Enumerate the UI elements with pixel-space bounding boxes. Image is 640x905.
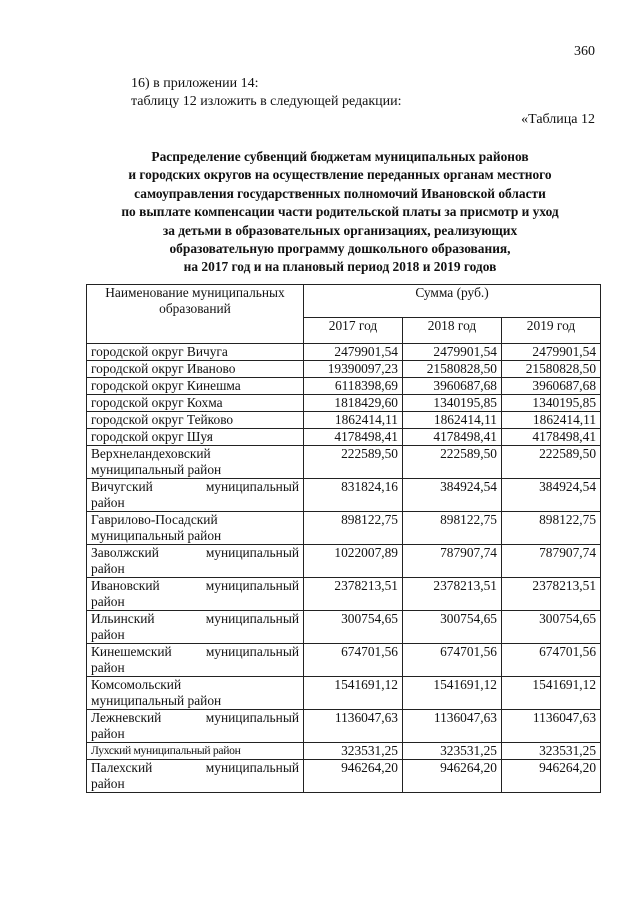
amount-2017: 674701,56 xyxy=(304,644,403,677)
heading-line: и городских округов на осуществление переданных органам местного xyxy=(128,167,552,183)
header-sum: Сумма (руб.) xyxy=(304,285,601,318)
table-row xyxy=(87,412,601,429)
name-line-1: Палехский муниципальный xyxy=(91,760,299,775)
table-row xyxy=(87,395,601,412)
amount-2019: 4178498,41 xyxy=(502,429,601,446)
municipality-name xyxy=(87,677,304,710)
amount-2019: 1541691,12 xyxy=(502,677,601,710)
name-line-2: муниципальный район xyxy=(91,693,222,708)
municipality-name xyxy=(87,545,304,578)
amount-2017: 1136047,63 xyxy=(304,710,403,743)
municipality-name xyxy=(87,611,304,644)
municipality-name: городской округ Вичуга xyxy=(87,344,304,361)
header-name-line-2: образований xyxy=(159,301,231,316)
heading-line: Распределение субвенций бюджетам муниципальных районов xyxy=(151,149,529,164)
table-row xyxy=(87,344,601,361)
municipality-name: городской округ Кохма xyxy=(87,395,304,412)
name-line-2: район xyxy=(91,776,125,791)
amount-2019: 898122,75 xyxy=(502,512,601,545)
amount-2018: 4178498,41 xyxy=(403,429,502,446)
municipality-name xyxy=(87,512,304,545)
table-row xyxy=(87,361,601,378)
name-line-1: Комсомольский xyxy=(91,677,182,692)
amount-2017: 898122,75 xyxy=(304,512,403,545)
amount-2017: 19390097,23 xyxy=(304,361,403,378)
name-line-2: район xyxy=(91,726,125,741)
name-line-1: Лежневский муниципальный xyxy=(91,710,299,725)
name-line-2: муниципальный район xyxy=(91,462,222,477)
table-row xyxy=(87,677,601,710)
page-number: 360 xyxy=(574,44,595,59)
amount-2017: 1022007,89 xyxy=(304,545,403,578)
amount-2018: 3960687,68 xyxy=(403,378,502,395)
amount-2019: 674701,56 xyxy=(502,644,601,677)
table-row xyxy=(87,710,601,743)
municipality-name xyxy=(87,644,304,677)
table-row xyxy=(87,578,601,611)
amount-2017: 222589,50 xyxy=(304,446,403,479)
amount-2018: 323531,25 xyxy=(403,743,502,760)
amount-2017: 2378213,51 xyxy=(304,578,403,611)
municipality-name: городской округ Тейково xyxy=(87,412,304,429)
table-row xyxy=(87,512,601,545)
amount-2019: 1862414,11 xyxy=(502,412,601,429)
amount-2019: 384924,54 xyxy=(502,479,601,512)
name-line-2: район xyxy=(91,561,125,576)
header-name-line-1: Наименование муниципальных xyxy=(105,285,285,300)
name-line-1: Заволжский муниципальный xyxy=(91,545,299,560)
amount-2019: 787907,74 xyxy=(502,545,601,578)
amount-2017: 946264,20 xyxy=(304,760,403,793)
table-row xyxy=(87,479,601,512)
municipality-name xyxy=(87,479,304,512)
municipality-name xyxy=(87,760,304,793)
header-year-2017: 2017 год xyxy=(304,317,403,343)
amount-2017: 831824,16 xyxy=(304,479,403,512)
name-line-1: Гаврилово-Посадский xyxy=(91,512,218,527)
amount-2017: 6118398,69 xyxy=(304,378,403,395)
header-year-2018: 2018 год xyxy=(403,317,502,343)
table-row xyxy=(87,644,601,677)
table-row xyxy=(87,446,601,479)
amount-2018: 1862414,11 xyxy=(403,412,502,429)
amount-2019: 300754,65 xyxy=(502,611,601,644)
heading-line: на 2017 год и на плановый период 2018 и 2019 годов xyxy=(183,259,497,275)
table-row xyxy=(87,743,601,760)
amount-2019: 1340195,85 xyxy=(502,395,601,412)
table-heading xyxy=(70,148,610,277)
name-line-1: Кинешемский муниципальный xyxy=(91,644,299,659)
amount-2017: 4178498,41 xyxy=(304,429,403,446)
name-line-2: район xyxy=(91,495,125,510)
amount-2019: 222589,50 xyxy=(502,446,601,479)
name-line-2: район xyxy=(91,660,125,675)
name-line-2: район xyxy=(91,627,125,642)
heading-line: образовательную программу дошкольного образования, xyxy=(169,241,511,257)
amount-2017: 1862414,11 xyxy=(304,412,403,429)
municipality-name: городской округ Иваново xyxy=(87,361,304,378)
municipality-name: городской округ Кинешма xyxy=(87,378,304,395)
municipality-name: Лухский муниципальный район xyxy=(87,743,304,760)
intro-line-1: 16) в приложении 14: xyxy=(131,76,259,91)
name-line-2: муниципальный район xyxy=(91,528,222,543)
amount-2019: 21580828,50 xyxy=(502,361,601,378)
amount-2019: 2378213,51 xyxy=(502,578,601,611)
municipality-name xyxy=(87,578,304,611)
amount-2018: 1136047,63 xyxy=(403,710,502,743)
name-line-1: Верхнеландеховский xyxy=(91,446,211,461)
table-row xyxy=(87,378,601,395)
amount-2019: 323531,25 xyxy=(502,743,601,760)
name-line-1: Ивановский муниципальный xyxy=(91,578,299,593)
table-row xyxy=(87,429,601,446)
municipality-name xyxy=(87,710,304,743)
name-line-1: Ильинский муниципальный xyxy=(91,611,299,626)
table-reference: «Таблица 12 xyxy=(521,112,595,127)
heading-line: за детьми в образовательных организациях, реализующих xyxy=(162,222,518,238)
amount-2018: 674701,56 xyxy=(403,644,502,677)
amount-2017: 323531,25 xyxy=(304,743,403,760)
name-line-1: Вичугский муниципальный xyxy=(91,479,299,494)
amount-2018: 300754,65 xyxy=(403,611,502,644)
amount-2018: 1541691,12 xyxy=(403,677,502,710)
table-row xyxy=(87,760,601,793)
amount-2018: 2479901,54 xyxy=(403,344,502,361)
amount-2018: 946264,20 xyxy=(403,760,502,793)
intro-line-2: таблицу 12 изложить в следующей редакции: xyxy=(131,94,402,109)
table-row xyxy=(87,545,601,578)
amount-2018: 898122,75 xyxy=(403,512,502,545)
header-municipality xyxy=(87,285,304,344)
amount-2017: 1818429,60 xyxy=(304,395,403,412)
amount-2017: 2479901,54 xyxy=(304,344,403,361)
amount-2018: 787907,74 xyxy=(403,545,502,578)
heading-line: самоуправления государственных полномочий Ивановской области xyxy=(134,185,546,201)
amount-2019: 2479901,54 xyxy=(502,344,601,361)
name-line-2: район xyxy=(91,594,125,609)
amount-2018: 21580828,50 xyxy=(403,361,502,378)
amount-2019: 3960687,68 xyxy=(502,378,601,395)
amount-2017: 300754,65 xyxy=(304,611,403,644)
amount-2017: 1541691,12 xyxy=(304,677,403,710)
municipality-name: городской округ Шуя xyxy=(87,429,304,446)
municipality-name xyxy=(87,446,304,479)
amount-2018: 384924,54 xyxy=(403,479,502,512)
table-row xyxy=(87,611,601,644)
header-year-2019: 2019 год xyxy=(502,317,601,343)
amount-2018: 1340195,85 xyxy=(403,395,502,412)
amount-2019: 1136047,63 xyxy=(502,710,601,743)
amount-2018: 222589,50 xyxy=(403,446,502,479)
heading-line: по выплате компенсации части родительской платы за присмотр и уход xyxy=(121,204,559,220)
subvention-table xyxy=(86,284,601,793)
amount-2019: 946264,20 xyxy=(502,760,601,793)
amount-2018: 2378213,51 xyxy=(403,578,502,611)
